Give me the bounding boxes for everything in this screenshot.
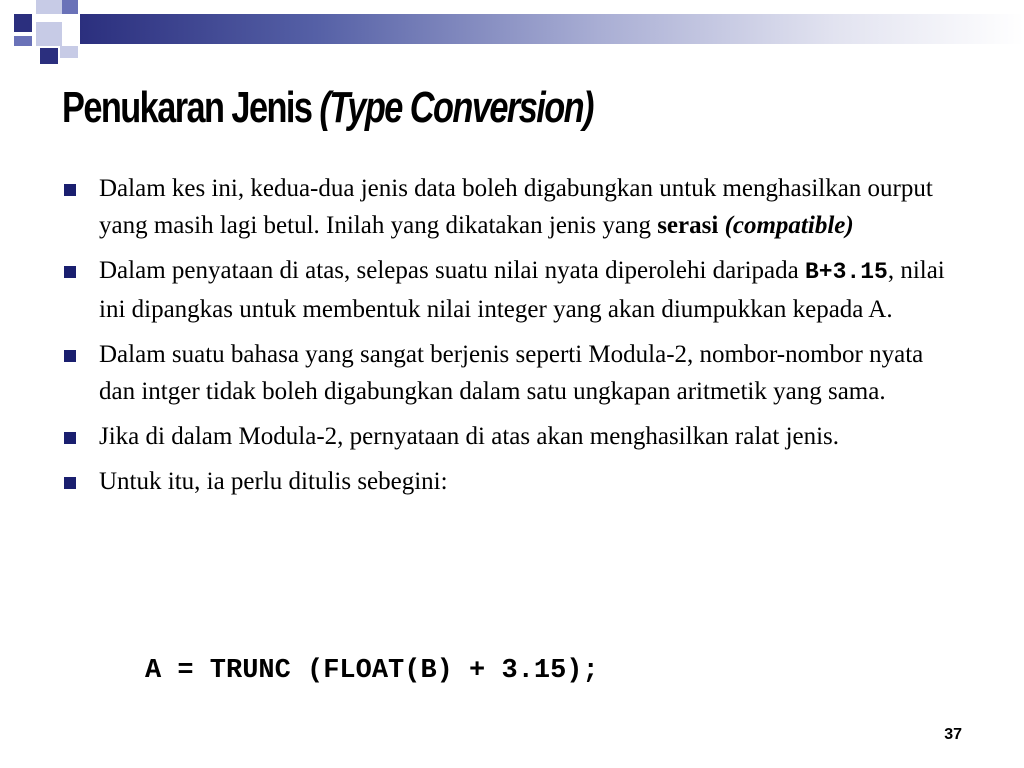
bullet-list: [0, 170, 1024, 508]
bullet-text: Dalam suatu bahasa yang sangat berjenis seperti Modula-2, nombor-nombor nyata dan intger tidak boleh digabungkan dalam satu ungkapan aritmetik yang sama.: [99, 341, 924, 405]
decor-square-mid: [62, 0, 78, 14]
bullet-item: [0, 463, 1024, 500]
bullet-bold-term: serasi: [657, 212, 719, 239]
square-bullet-icon: [64, 477, 76, 489]
bullet-text: Jika di dalam Modula-2, pernyataan di atas akan menghasilkan ralat jenis.: [99, 423, 840, 450]
bullet-item: [0, 336, 1024, 410]
decor-square-mid: [14, 36, 32, 46]
decor-square-light: [60, 46, 78, 58]
bullet-item: [0, 252, 1024, 328]
square-bullet-icon: [64, 266, 76, 278]
header-gradient-band: [80, 14, 1024, 44]
square-bullet-icon: [64, 184, 76, 196]
bullet-item: [0, 170, 1024, 244]
bullet-text: , nilai ini dipangkas untuk membentuk nilai integer yang akan diumpukkan kepada A.: [99, 257, 945, 323]
square-bullet-icon: [64, 432, 76, 444]
decor-square-light: [36, 0, 62, 14]
slide-title: [62, 82, 593, 135]
code-line: A = TRUNC (FLOAT(B) + 3.15);: [145, 656, 599, 686]
bullet-italic-term: (compatible): [724, 212, 854, 239]
decor-square-dark: [40, 48, 58, 64]
square-bullet-icon: [64, 350, 76, 362]
title-italic: (Type Conversion): [319, 83, 593, 132]
title-main: Penukaran Jenis: [62, 83, 312, 132]
bullet-item: [0, 418, 1024, 455]
decor-square-light: [36, 22, 62, 46]
bullet-text: Untuk itu, ia perlu ditulis sebegini:: [99, 468, 448, 495]
inline-code: B+3.15: [804, 259, 888, 285]
bullet-text: Dalam kes ini, kedua-dua jenis data boleh digabungkan untuk menghasilkan ourput yang masih lagi betul. Inilah yang dikatakan jenis yang: [99, 175, 933, 239]
decor-square-dark: [14, 14, 32, 32]
page-number: 37: [944, 726, 962, 743]
bullet-text: Dalam penyataan di atas, selepas suatu nilai nyata diperolehi daripada: [99, 257, 805, 284]
